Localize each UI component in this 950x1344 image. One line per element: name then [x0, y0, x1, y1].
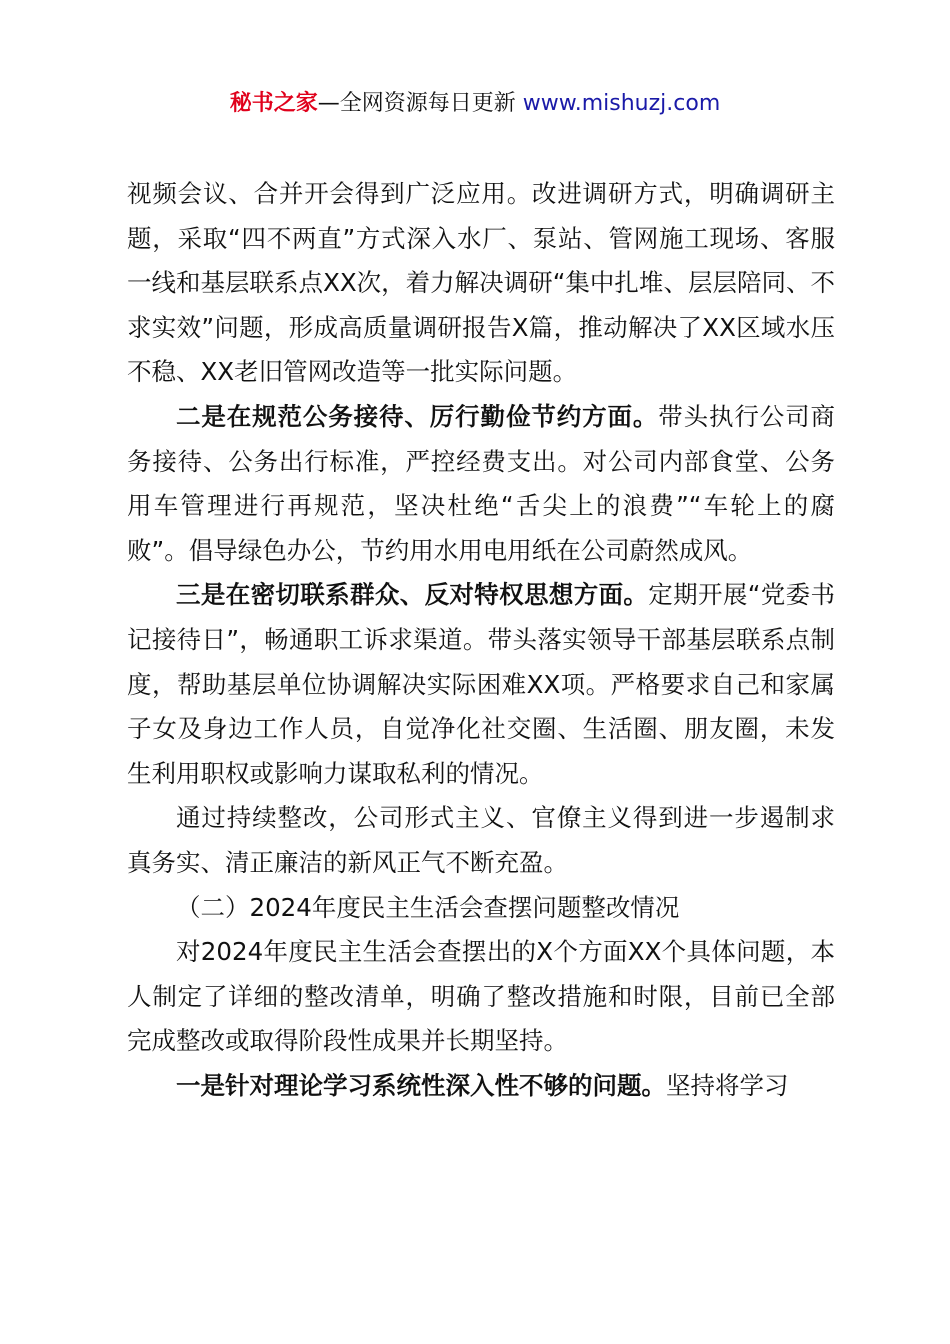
paragraph-text: 带头执行公司商务接待、公务出行标准，严控经费支出。对公司内部食堂、公务用车管理进行再规范，坚决杜绝“舌尖上的浪费”“车轮上的腐败”。倡导绿色办公，节约用水用电用纸在公司蔚然成风。: [127, 401, 835, 565]
paragraph-lead: 三是在密切联系群众、反对特权思想方面。: [176, 580, 649, 610]
section-heading-text: （二）2024年度民主生活会查摆问题整改情况: [176, 892, 680, 922]
paragraph-text: 定期开展“党委书记接待日”，畅通职工诉求渠道。带头落实领导干部基层联系点制度，帮助基层单位协调解决实际困难XX项。严格要求自己和家属子女及身边工作人员，自觉净化社交圈、生活圈、朋友圈，未发生利用职权或影响力谋取私利的情况。: [127, 580, 835, 788]
paragraph: [127, 573, 835, 796]
paragraph: [127, 1064, 835, 1109]
paragraph: 视频会议、合并开会得到广泛应用。改进调研方式，明确调研主题，采取“四不两直”方式深入水厂、泵站、管网施工现场、客服一线和基层联系点XX次，着力解决调研“集中扎堆、层层陪同、不求实效”问题，形成高质量调研报告X篇，推动解决了XX区域水压不稳、XX老旧管网改造等一批实际问题。: [127, 179, 835, 387]
brand-name: 秘书之家: [229, 91, 318, 116]
paragraph-text: 对2024年度民主生活会查摆出的X个方面XX个具体问题，本人制定了详细的整改清单，明确了整改措施和时限，目前已全部完成整改或取得阶段性成果并长期坚持。: [127, 937, 835, 1056]
paragraph-lead: 一是针对理论学习系统性深入性不够的问题。: [176, 1070, 666, 1100]
site-url-link[interactable]: www.mishuzj.com: [522, 91, 721, 116]
paragraph-lead: 二是在规范公务接待、厉行勤俭节约方面。: [176, 401, 659, 431]
paragraph-text: 坚持将学习: [666, 1070, 789, 1100]
header-tagline: —全网资源每日更新: [317, 91, 516, 116]
section-heading: [127, 886, 835, 931]
site-header: [0, 88, 950, 120]
paragraph: [127, 930, 835, 1064]
document-body: [127, 172, 835, 1108]
paragraph: [127, 796, 835, 885]
paragraph: [127, 395, 835, 573]
paragraph-text: 通过持续整改，公司形式主义、官僚主义得到进一步遏制求真务实、清正廉洁的新风正气不断充盈。: [127, 803, 835, 877]
